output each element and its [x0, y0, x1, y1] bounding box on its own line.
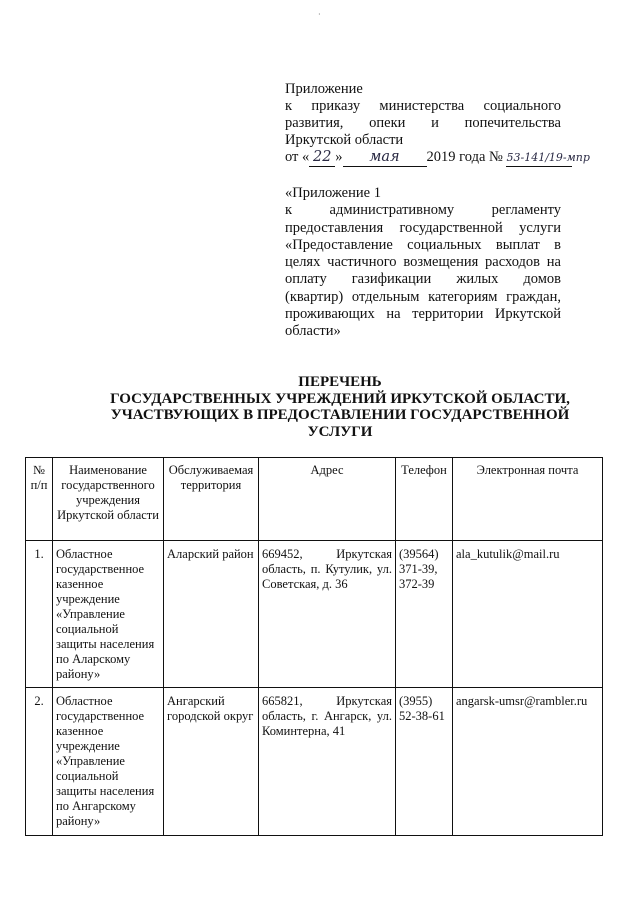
email: ala_kutulik@mail.ru: [453, 541, 603, 688]
appendix-line: «Приложение 1: [285, 185, 381, 201]
order-header: [285, 81, 590, 167]
row-number: 2.: [26, 688, 53, 836]
appendix-line: целях частичного возмещения расходов на: [285, 254, 561, 271]
territory: Ангарский городской округ: [164, 688, 259, 836]
date-mid: »: [335, 149, 343, 165]
header-line: к приказу министерства социального: [285, 98, 561, 114]
appendix-line: проживающих на территории Иркутской: [285, 306, 561, 323]
title-line: УСЛУГИ: [307, 423, 373, 440]
institution-name: Областное государственное казенное учреждение «Управление социальной защиты населения по Аларскому району»: [53, 541, 164, 688]
date-day: 22: [309, 149, 335, 167]
header-line: развития, опеки и попечительства: [285, 115, 561, 131]
phone: (39564) 371-39, 372-39: [396, 541, 453, 688]
column-header-address: Адрес: [259, 458, 396, 541]
title-line: ПЕРЕЧЕНЬ: [298, 374, 382, 390]
territory: Аларский район: [164, 541, 259, 688]
appendix-line: (квартир) отдельным категориям граждан,: [285, 288, 561, 305]
date-month: мая: [343, 149, 427, 167]
title-line: ГОСУДАРСТВЕННЫХ УЧРЕЖДЕНИЙ ИРКУТСКОЙ ОБЛАСТИ,: [110, 390, 570, 407]
order-number: 53-141/19-мпр: [506, 149, 572, 167]
appendix-header: [285, 185, 561, 341]
table-row: [26, 688, 603, 836]
table-row: [26, 541, 603, 688]
phone: (3955) 52-38-61: [396, 688, 453, 836]
appendix-line: к административному регламенту: [285, 202, 561, 219]
column-header-phone: Телефон: [396, 458, 453, 541]
institutions-table: [25, 457, 603, 836]
scan-speck: ·: [318, 10, 321, 19]
institution-name: Областное государственное казенное учреждение «Управление социальной защиты населения по Ангарскому району»: [53, 688, 164, 836]
date-prefix: от «: [285, 149, 310, 165]
title-line: УЧАСТВУЮЩИХ В ПРЕДОСТАВЛЕНИИ ГОСУДАРСТВЕННОЙ: [110, 407, 570, 423]
order-date-line: [285, 149, 590, 167]
table-header-row: [26, 458, 603, 541]
appendix-line: предоставления государственной услуги: [285, 219, 561, 236]
address: 665821, Иркутская область, г. Ангарск, ул. Коминтерна, 41: [259, 688, 396, 836]
appendix-line: области»: [285, 323, 341, 340]
column-header-num: № п/п: [26, 458, 53, 541]
column-header-territory: Обслуживаемая территория: [164, 458, 259, 541]
appendix-line: оплату газификации жилых домов: [285, 271, 561, 288]
header-line: Приложение: [285, 81, 363, 97]
address: 669452, Иркутская область, п. Кутулик, ул. Советская, д. 36: [259, 541, 396, 688]
email: angarsk-umsr@rambler.ru: [453, 688, 603, 836]
header-line: Иркутской области: [285, 132, 404, 148]
document-title: [90, 374, 590, 440]
column-header-name: Наименование государственного учреждения Иркутской области: [53, 458, 164, 541]
date-year: 2019 года №: [426, 149, 503, 165]
column-header-email: Электронная почта: [453, 458, 603, 541]
row-number: 1.: [26, 541, 53, 688]
appendix-line: «Предоставление социальных выплат в: [285, 236, 561, 253]
